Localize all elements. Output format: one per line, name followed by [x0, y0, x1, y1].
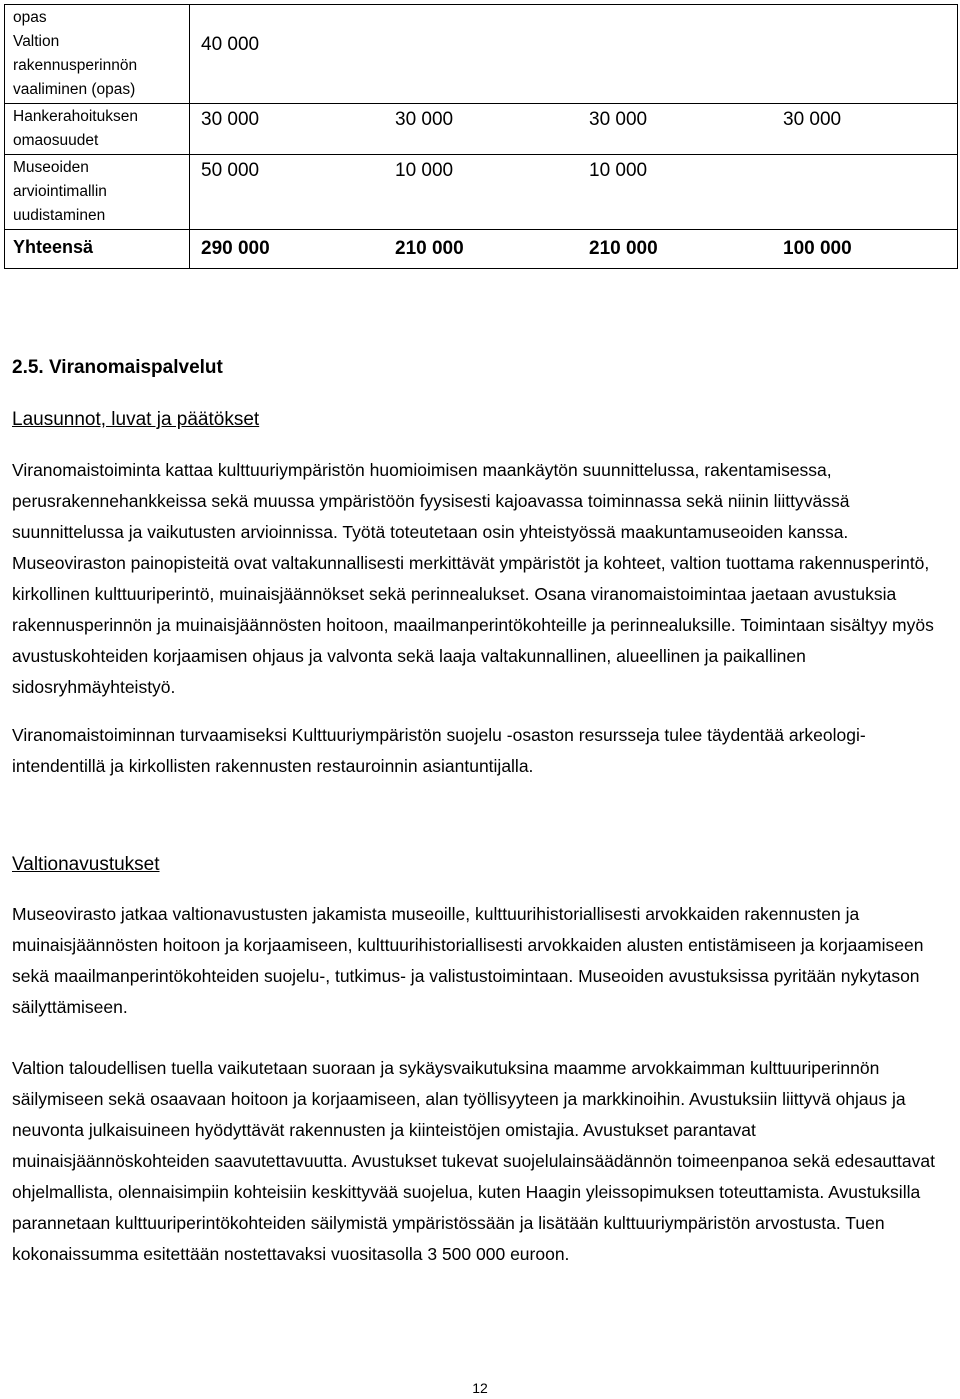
subheading-state-grants: Valtionavustukset — [12, 854, 160, 875]
paragraph: Viranomaistoiminta kattaa kulttuuriympäristön huomioimisen maankäytön suunnittelussa, rakentamisessa, perusrakennehankkeissa sekä muussa ympäristöön fyysisesti kajoavassa toiminnassa sekä niinin liittyvässä suunnittelussa ja vaikutusten arvioinnissa. Työtä toteutetaan osin yhteistyössä maakuntamuseoiden kanssa. Museoviraston painopisteitä ovat valtakunnallisesti merkittävät ympäristöt ja kohteet, valtion tuottama rakennusperintö, kirkollinen kulttuuriperintö, muinaisjäännökset sekä perinnealukset. Osana viranomaistoimintaa jaetaan avustuksia rakennusperinnön ja muinaisjäännösten hoitoon, maailmanperintökohteille ja perinnealuksille. Toimintaan sisältyy myös avustuskohteiden korjaamisen ohjaus ja valvonta sekä laaja valtakunnallinen, alueellinen ja paikallinen sidosryhmäyhteistyö. — [12, 460, 934, 697]
subheading-statements: Lausunnot, luvat ja päätökset — [12, 409, 260, 430]
cell-value: 30 000 — [589, 109, 648, 130]
cell-value — [395, 33, 589, 57]
total-value: 210 000 — [395, 238, 464, 259]
row-values — [190, 5, 958, 104]
cell-value: 10 000 — [395, 160, 454, 181]
row-values — [190, 155, 958, 230]
page-number: 12 — [472, 1380, 488, 1396]
cell-value — [783, 159, 960, 183]
table-row — [5, 155, 958, 230]
section-heading: 2.5. Viranomaispalvelut — [12, 357, 223, 378]
row-label — [5, 5, 190, 104]
cell-value: 50 000 — [201, 160, 260, 181]
table-row — [5, 104, 958, 155]
total-value: 290 000 — [201, 238, 270, 259]
table-row — [5, 5, 958, 104]
paragraph: Valtion taloudellisen tuella vaikutetaan suoraan ja sykäysvaikutuksina maamme arvokkaimman kulttuuriperinnön säilymiseen sekä osaavaan hoitoon ja korjaamiseen, alan työllisyyteen ja markkinoihin. Avustuksiin liittyvä ohjaus ja neuvonta julkaisuineen hyödyttävät rakennusten ja kiinteistöjen omistajia. Avustukset parantavat muinaisjäännöskohteiden saavutettavuutta. Avustukset tukevat suojelulainsäädännön toimeenpanoa sekä edesauttavat ohjelmallista, olennaisimpiin kohteisiin keskittyvää suojelua, kuten Haagin yleissopimuksen toteuttamista. Avustuksilla parannetaan kulttuuriperintökohteiden säilymistä ympäristössään ja lisätään kulttuuriympäristön arvostusta. Tuen kokonaissumma esitettään nostettavaksi vuositasolla 3 500 000 euroon. — [12, 1058, 935, 1264]
cell-value — [589, 33, 783, 57]
total-value: 210 000 — [589, 238, 658, 259]
cell-value — [783, 33, 960, 57]
row-label: Hankerahoituksen omaosuudet — [5, 104, 190, 155]
table-total-row — [5, 230, 958, 269]
row-label: Museoiden arviointimallin uudistaminen — [5, 155, 190, 230]
total-values — [190, 230, 958, 269]
paragraph: Museovirasto jatkaa valtionavustusten jakamista museoille, kulttuurihistoriallisesti arvokkaiden rakennusten ja muinaisjäännösten hoitoon ja korjaamiseen, kulttuurihistoriallisesti arvokkaiden alusten entistämiseen ja korjaamiseen sekä maailmanperintökohteiden suojelu-, tutkimus- ja valistustoimintaan. Museoiden avustuksissa pyritään nykytason säilyttämiseen. — [12, 904, 924, 1017]
row-label-line: opas — [13, 9, 47, 26]
cell-value: 30 000 — [201, 109, 260, 130]
budget-table — [4, 4, 958, 269]
cell-value: 30 000 — [395, 109, 454, 130]
total-label: Yhteensä — [5, 230, 190, 269]
total-value: 100 000 — [783, 238, 852, 259]
paragraph: Viranomaistoiminnan turvaamiseksi Kulttuuriympäristön suojelu -osaston resursseja tulee täydentää arkeologi-intendentillä ja kirkollisten rakennusten restauroinnin asiantuntijalla. — [12, 725, 866, 776]
cell-value: 30 000 — [783, 109, 842, 130]
row-label-line: Valtion rakennusperinnön vaaliminen (opas) — [13, 33, 138, 98]
cell-value: 40 000 — [201, 34, 260, 55]
cell-value: 10 000 — [589, 160, 648, 181]
row-values — [190, 104, 958, 155]
